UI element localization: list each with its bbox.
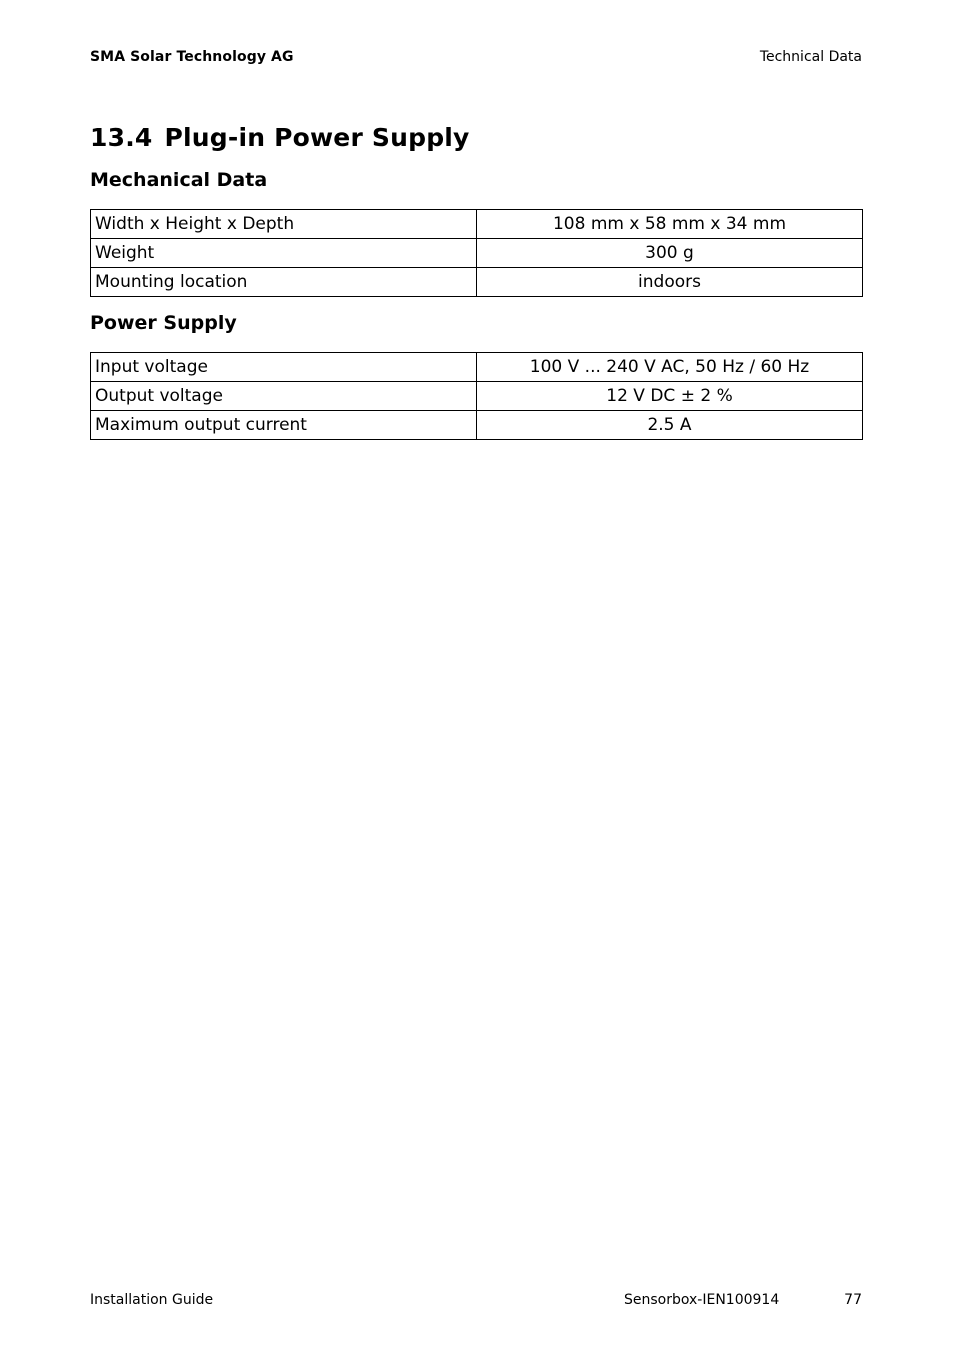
row-value: indoors bbox=[477, 268, 863, 297]
header-company: SMA Solar Technology AG bbox=[90, 49, 294, 65]
table-row bbox=[91, 239, 863, 268]
table-row bbox=[91, 210, 863, 239]
section-title-text: Plug-in Power Supply bbox=[164, 123, 470, 152]
power-supply-heading: Power Supply bbox=[90, 312, 237, 334]
footer-page-number: 77 bbox=[844, 1292, 862, 1308]
row-value: 100 V ... 240 V AC, 50 Hz / 60 Hz bbox=[477, 353, 863, 382]
section-title bbox=[90, 123, 470, 152]
row-label: Input voltage bbox=[91, 353, 477, 382]
table-row bbox=[91, 411, 863, 440]
mechanical-data-heading: Mechanical Data bbox=[90, 169, 268, 191]
row-label: Mounting location bbox=[91, 268, 477, 297]
mechanical-data-table bbox=[90, 209, 863, 297]
section-number: 13.4 bbox=[90, 123, 153, 152]
row-label: Output voltage bbox=[91, 382, 477, 411]
row-value: 2.5 A bbox=[477, 411, 863, 440]
power-supply-table bbox=[90, 352, 863, 440]
row-value: 108 mm x 58 mm x 34 mm bbox=[477, 210, 863, 239]
row-value: 12 V DC ± 2 % bbox=[477, 382, 863, 411]
row-value: 300 g bbox=[477, 239, 863, 268]
table-row bbox=[91, 353, 863, 382]
row-label: Maximum output current bbox=[91, 411, 477, 440]
header-chapter: Technical Data bbox=[759, 49, 862, 65]
row-label: Weight bbox=[91, 239, 477, 268]
table-row bbox=[91, 268, 863, 297]
table-row bbox=[91, 382, 863, 411]
row-label: Width x Height x Depth bbox=[91, 210, 477, 239]
footer-guide: Installation Guide bbox=[90, 1292, 214, 1308]
footer-doc-id: Sensorbox-IEN100914 bbox=[624, 1292, 780, 1308]
